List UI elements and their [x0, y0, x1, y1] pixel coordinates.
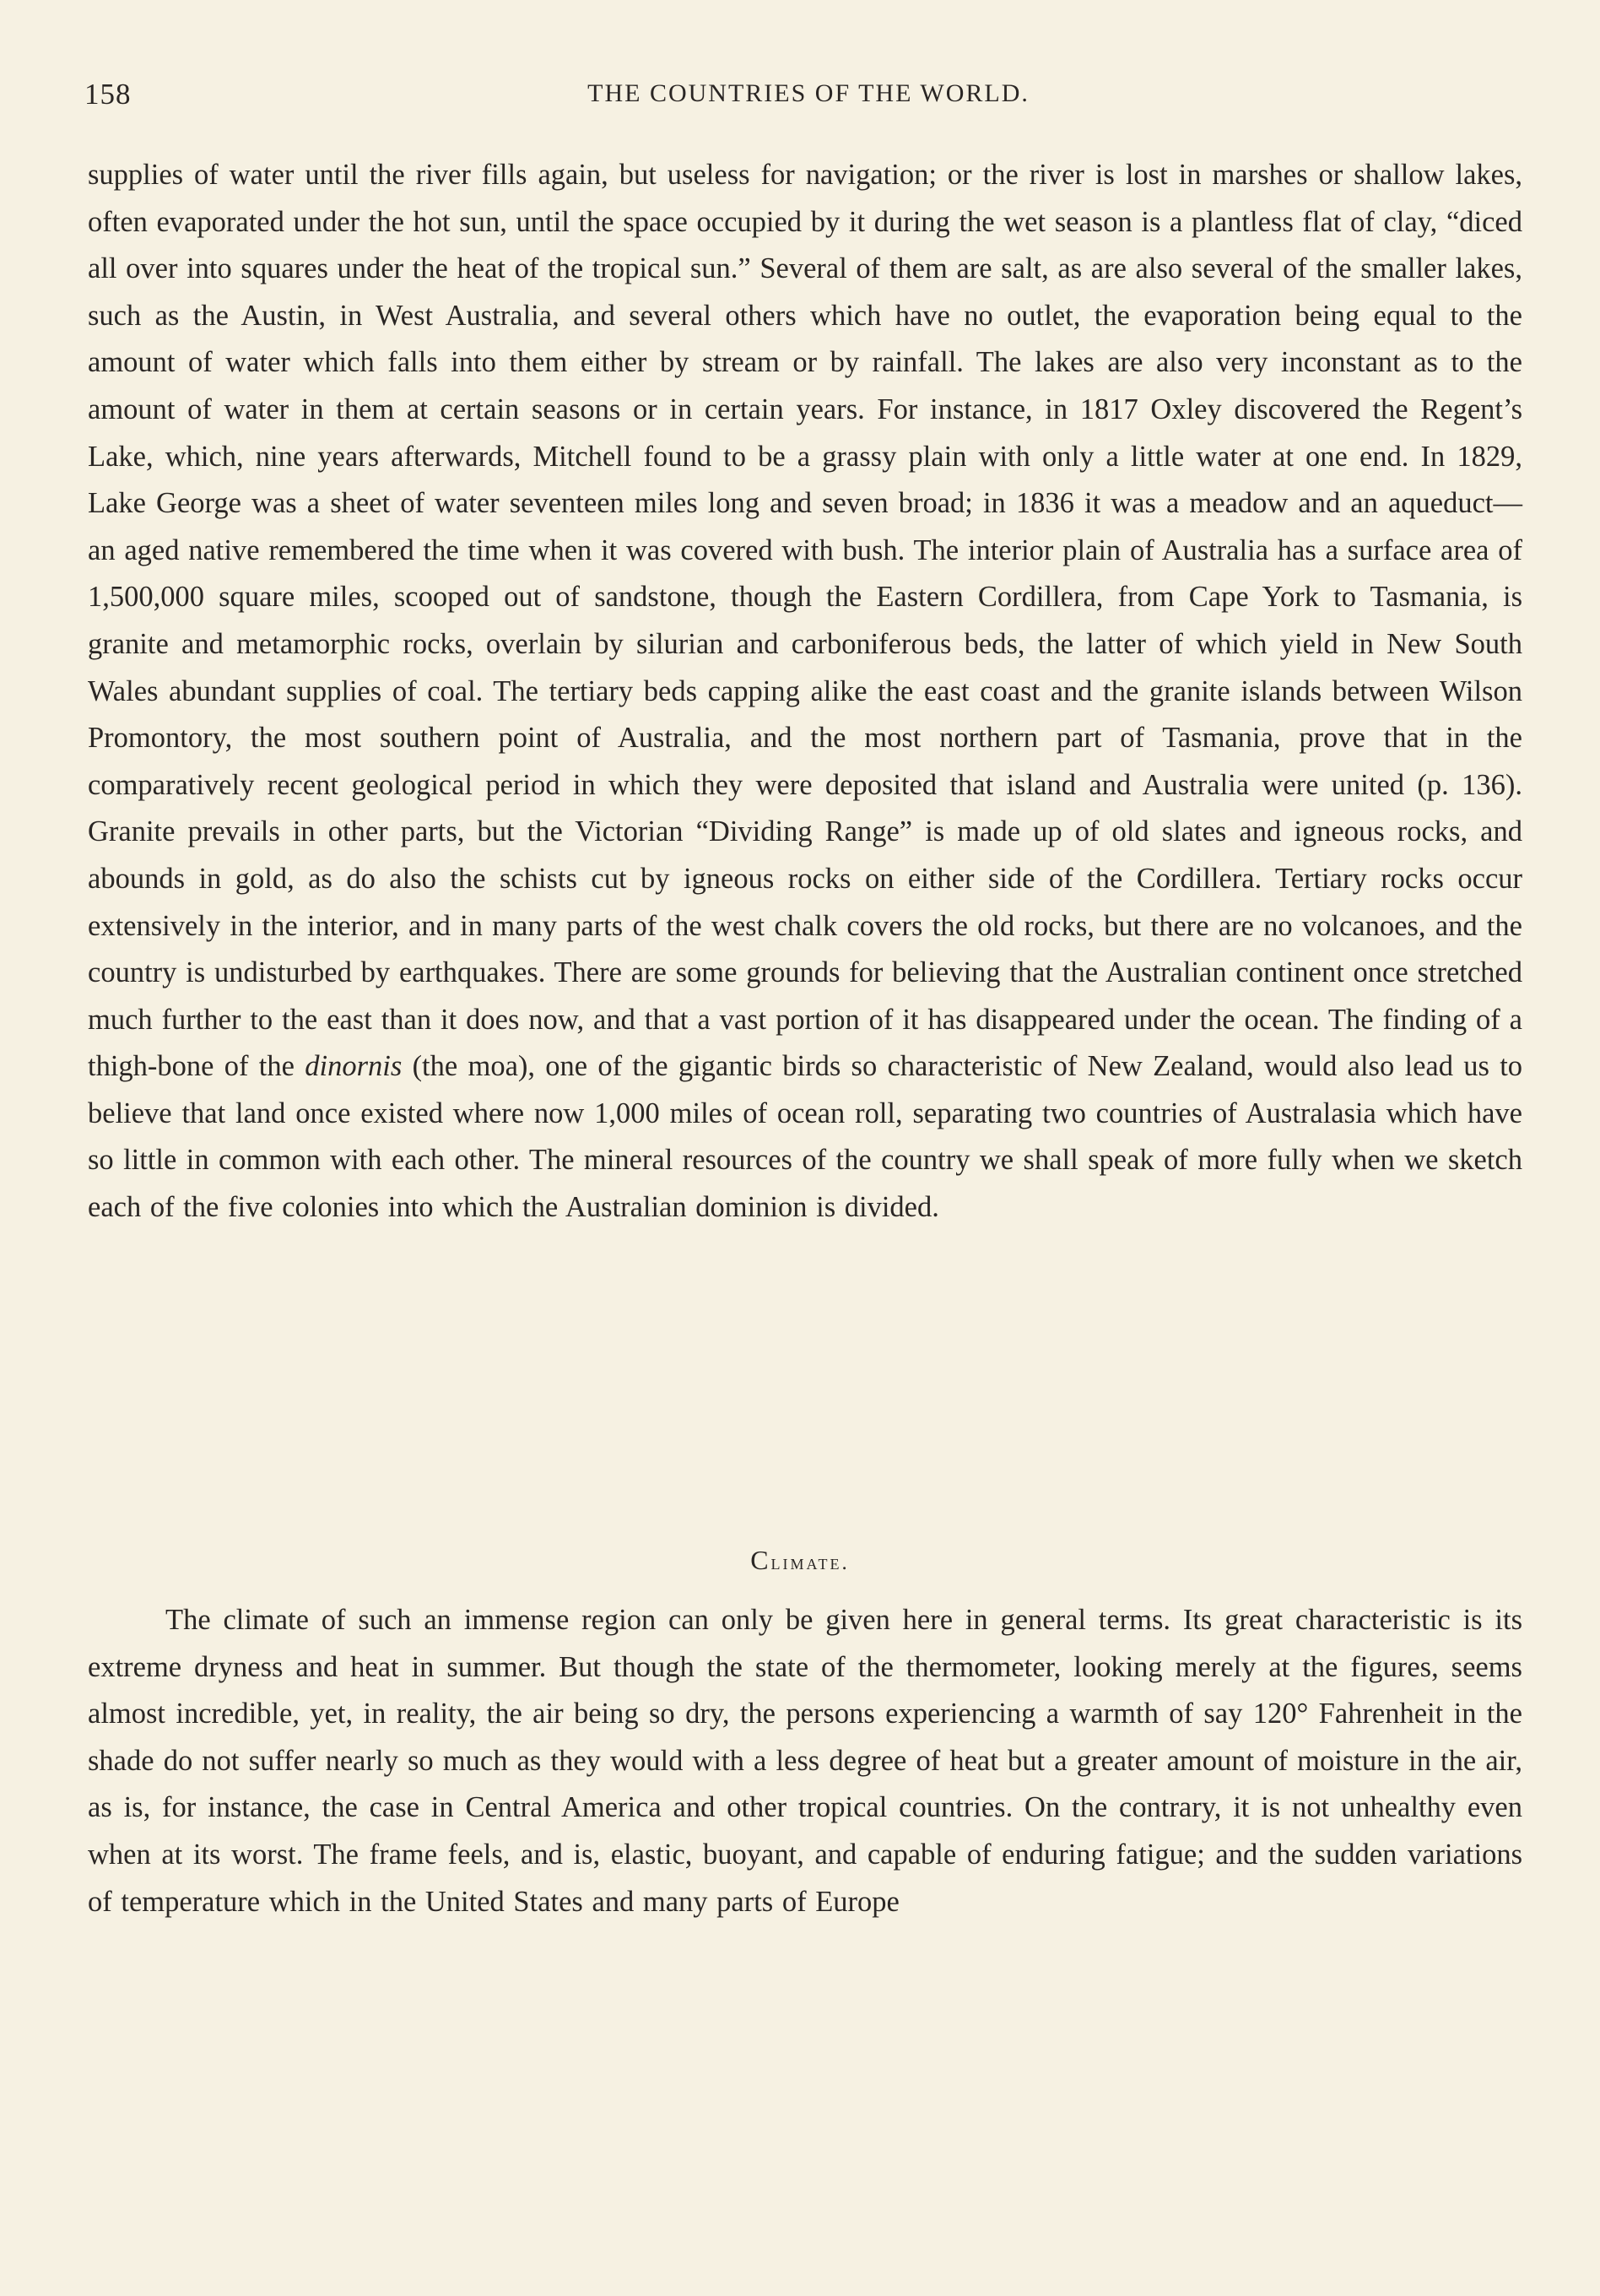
page-header — [84, 78, 1532, 120]
paragraph-1-text-b: (the moa), one of the gigantic birds so characteristic of New Zealand, would also lead us to believe that land once existed where now 1,000 miles of ocean roll, separating two countries of Australasia which have so little in common with each other. The mineral resources of the country we shall speak of more fully when we sketch each of the five colonies into which the Australian dominion is divided. — [88, 1050, 1523, 1224]
running-title: THE COUNTRIES OF THE WORLD. — [587, 79, 1030, 107]
body-paragraph-2: The climate of such an immense region can only be given here in general terms. Its great characteristic is its extreme dryness and heat in summer. But though the state of the thermometer, looking merely at the figures, seems almost incredible, yet, in reality, the air being so dry, the persons experiencing a warmth of say 120° Fahrenheit in the shade do not suffer nearly so much as they would with a less degree of heat but a greater amount of moisture in the air, as is, for instance, the case in Central America and other tropical countries. On the contrary, it is not unhealthy even when at its worst. The frame feels, and is, elastic, buoyant, and capable of enduring fatigue; and the sudden variations of temperature which in the United States and many parts of Europe — [88, 1604, 1522, 1918]
paragraph-1-text-a: supplies of water until the river fills again, but useless for navigation; or the river is lost in marshes or shallow lakes, often evaporated under the hot sun, until the space occupied by it during the wet season is a plantless flat of clay, “diced all over into squares under the heat of the tropical sun.” Several of them are salt, as are also several of the smaller lakes, such as the Austin, in West Australia, and several others which have no outlet, the evaporation being equal to the amount of water which falls into them either by stream or by rainfall. The lakes are also very inconstant as to the amount of water in them at certain seasons or in certain years. For instance, in 1817 Oxley discovered the Regent’s Lake, which, nine years afterwards, Mitchell found to be a grassy plain with only a little water at one end. In 1829, Lake George was a sheet of water seventeen miles long and seven broad; in 1836 it was a meadow and an aqueduct—an aged native remembered the time when it was covered with bush. The interior plain of Australia has a surface area of 1,500,000 square miles, scooped out of sandstone, though the Eastern Cordillera, from Cape York to Tasmania, is granite and metamorphic rocks, overlain by silurian and carboniferous beds, the latter of which yield in New South Wales abundant supplies of coal. The tertiary beds capping alike the east coast and the granite islands between Wilson Promontory, the most southern point of Australia, and the most northern part of Tasmania, prove that in the comparatively recent geological period in which they were deposited that island and Australia were united (p. 136). Granite prevails in other parts, but the Victorian “Dividing Range” is made up of old slates and igneous rocks, and abounds in gold, as do also the schists cut by igneous rocks on either side of the Cordillera. Tertiary rocks occur extensively in the interior, and in many parts of the west chalk covers the old rocks, but there are no volcanoes, and the country is undisturbed by earthquakes. There are some grounds for believing that the Australian continent once stretched much further to the east than it does now, and that a vast portion of it has disappeared under the ocean. The finding of a thigh-bone of the — [88, 159, 1522, 1083]
italic-term-dinornis: dinornis — [305, 1050, 403, 1083]
section-heading-climate: Climate. — [750, 1545, 850, 1575]
body-paragraph-1 — [88, 152, 1522, 1232]
page-number: 158 — [84, 78, 132, 111]
